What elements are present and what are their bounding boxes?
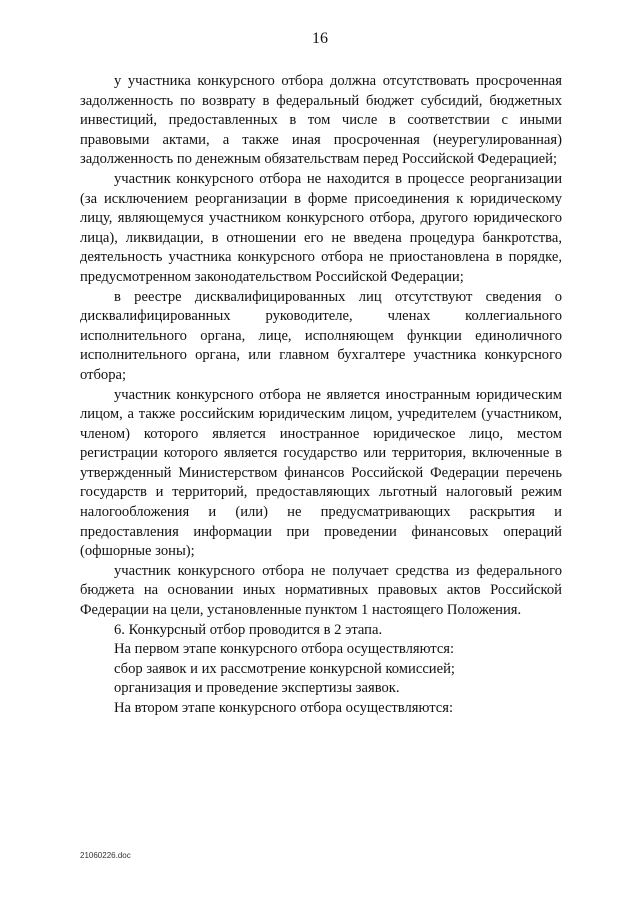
- paragraph-first-stage-intro: На первом этапе конкурсного отбора осуществляются:: [114, 641, 455, 658]
- paragraph-federal-funds-requirement: участник конкурсного отбора не получает средства из федерального бюджета на основании иных нормативных правовых актов Российской Федерации на цели, установленные пунктом 1 настоящего Положения.: [80, 562, 562, 619]
- paragraph-disqualified-persons-requirement: в реестре дисквалифицированных лиц отсутствуют сведения о дисквалифицированных руководителе, членах коллегиального исполнительного органа, лице, исполняющем функции единоличного исполнительного органа, или главном бухгалтере участника конкурсного отбора;: [80, 288, 562, 383]
- paragraph-foreign-entity-requirement: участник конкурсного отбора не является иностранным юридическим лицом, а также российским юридическим лицом, учредителем (участником, членом) которого является иностранное юридическое лицо, местом регистрации которого является государство или территория, включенные в утвержденный Министерством финансов Российской Федерации перечень государств и территорий, предоставляющих льготный налоговый режим налогообложения и (или) не предусматривающих раскрытия и предоставления информации при проведении финансовых операций (офшорные зоны);: [80, 386, 562, 560]
- footer-file-name: 21060226.doc: [80, 851, 131, 860]
- paragraph-second-stage-intro: На втором этапе конкурсного отбора осуществляются:: [114, 700, 454, 716]
- paragraph-two-stages: 6. Конкурсный отбор проводится в 2 этапа.: [114, 621, 383, 638]
- paragraph-reorganization-requirement: участник конкурсного отбора не находится в процессе реорганизации (за исключением реорганизации в форме присоединения к юридическому лицу, являющемуся участником конкурсного отбора, другого юридического лица), ликвидации, в отношении его не введена процедура банкротства, деятельность участника конкурсного отбора не приостановлена в порядке, предусмотренном законодательством Российской Федерации;: [80, 170, 562, 285]
- document-body: [80, 72, 562, 719]
- page-number: 16: [312, 30, 328, 47]
- paragraph-debt-requirement: у участника конкурсного отбора должна отсутствовать просроченная задолженность по возврату в федеральный бюджет субсидий, бюджетных инвестиций, предоставленных в том числе в соответствии с иными правовыми актами, а также иная просроченная (неурегулированная) задолженность по денежным обязательствам перед Российской Федерацией;: [80, 73, 562, 168]
- paragraph-first-stage-item-1: сбор заявок и их рассмотрение конкурсной комиссией;: [114, 660, 455, 677]
- paragraph-first-stage-item-2: организация и проведение экспертизы заявок.: [114, 680, 400, 697]
